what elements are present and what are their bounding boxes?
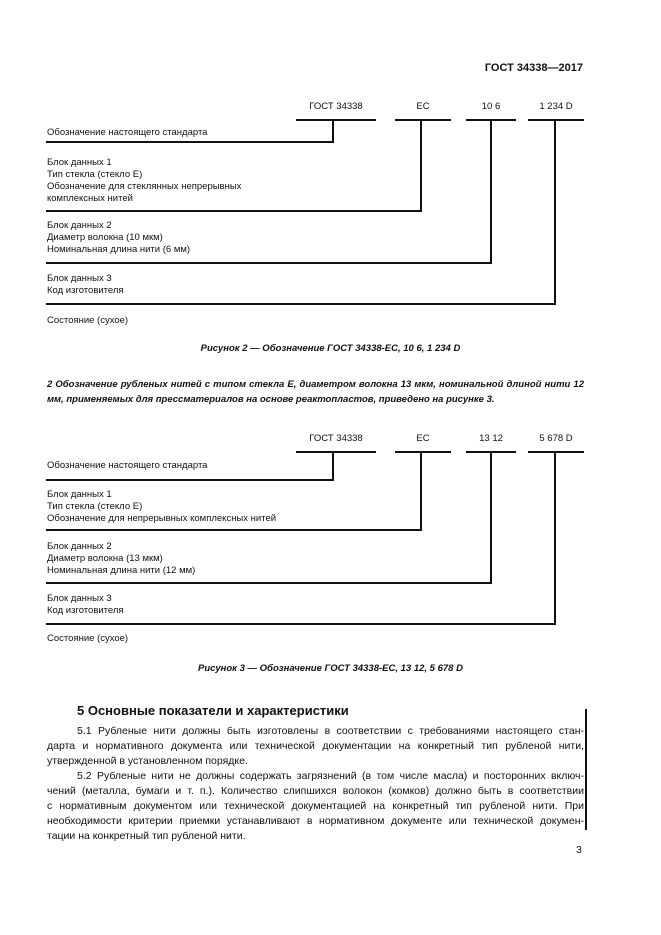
document-code-header: ГОСТ 34338—2017 bbox=[484, 62, 583, 74]
label-line bbox=[46, 141, 334, 143]
label-line bbox=[46, 529, 422, 531]
figure-3-caption: Рисунок 3 — Обозначение ГОСТ 34338-ЕС, 13 12, 5 678 D bbox=[198, 663, 463, 674]
code-manufacturer-state: 1 234 D bbox=[539, 101, 573, 112]
change-marker-bar bbox=[585, 709, 587, 830]
connector-line bbox=[420, 119, 422, 212]
code-gost: ГОСТ 34338 bbox=[309, 101, 363, 112]
figure-2-caption: Рисунок 2 — Обозначение ГОСТ 34338-ЕС, 10 6, 1 234 D bbox=[200, 343, 461, 354]
example-note: 2 Обозначение рубленых нитей с типом стекла Е, диаметром волокна 13 мкм, номинальной длиной нити 12 мм, применяемых для прессматериалов на основе реактопластов, приведено на рисунке 3. bbox=[47, 379, 584, 405]
code-glass-type: ЕС bbox=[416, 101, 430, 112]
code-underline bbox=[395, 451, 451, 453]
label-line bbox=[46, 303, 556, 305]
code-underline bbox=[296, 451, 376, 453]
code-diameter-length: 10 6 bbox=[481, 101, 501, 112]
paragraph-5-1: 5.1 Рубленые нити должны быть изготовлены в соответствии с требованиями настоящего стан- дарта и нормативного документа или технической документации на конкретный тип рубленой нити, утвержденной в установленном порядке. bbox=[47, 725, 584, 767]
label-block3: Блок данных 3 Код изготовителя bbox=[47, 273, 124, 296]
connector-line bbox=[554, 451, 556, 625]
connector-line bbox=[490, 119, 492, 264]
page-number: 3 bbox=[576, 844, 582, 856]
code-manufacturer-state: 5 678 D bbox=[539, 433, 573, 444]
code-underline bbox=[528, 451, 584, 453]
label-block1: Блок данных 1 Тип стекла (стекло Е) Обозначение для непрерывных комплексных нитей bbox=[47, 489, 277, 524]
connector-line bbox=[490, 451, 492, 584]
code-underline bbox=[395, 119, 451, 121]
code-glass-type: ЕС bbox=[416, 433, 430, 444]
code-underline bbox=[528, 119, 584, 121]
connector-line bbox=[420, 451, 422, 531]
connector-line bbox=[332, 119, 334, 143]
label-line bbox=[46, 210, 422, 212]
connector-line bbox=[554, 119, 556, 305]
label-block2: Блок данных 2 Диаметр волокна (13 мкм) Номинальная длина нити (12 мм) bbox=[47, 541, 196, 576]
paragraph-5-2: 5.2 Рубленые нити не должны содержать загрязнений (в том числе масла) и посторонних включ- чений (металла, бумаги и т. п.). Количество слипшихся волокон (комков) должно быть в соответствии с нормативным документом или технической документацией на конкретный тип рубленой нити. При необходимости критерии приемки устанавливают в нормативном документе или технической докумен- тации на конкретный тип рубленой нити. bbox=[47, 770, 584, 842]
label-block3: Блок данных 3 Код изготовителя bbox=[47, 593, 124, 616]
section-title: 5 Основные показатели и характеристики bbox=[77, 703, 349, 718]
label-line bbox=[46, 479, 334, 481]
connector-line bbox=[332, 451, 334, 481]
label-block2: Блок данных 2 Диаметр волокна (10 мкм) Номинальная длина нити (6 мм) bbox=[47, 220, 191, 255]
code-diameter-length: 13 12 bbox=[479, 433, 503, 444]
label-standard: Обозначение настоящего стандарта bbox=[47, 127, 208, 138]
code-underline bbox=[296, 119, 376, 121]
label-line bbox=[46, 262, 492, 264]
label-line bbox=[46, 582, 492, 584]
label-state: Состояние (сухое) bbox=[47, 633, 129, 644]
label-standard: Обозначение настоящего стандарта bbox=[47, 460, 208, 471]
label-block1: Блок данных 1 Тип стекла (стекло Е) Обозначение для стеклянных непрерывных комплексных нитей bbox=[47, 157, 242, 204]
code-gost: ГОСТ 34338 bbox=[309, 433, 363, 444]
label-state: Состояние (сухое) bbox=[47, 315, 129, 326]
label-line bbox=[46, 623, 556, 625]
